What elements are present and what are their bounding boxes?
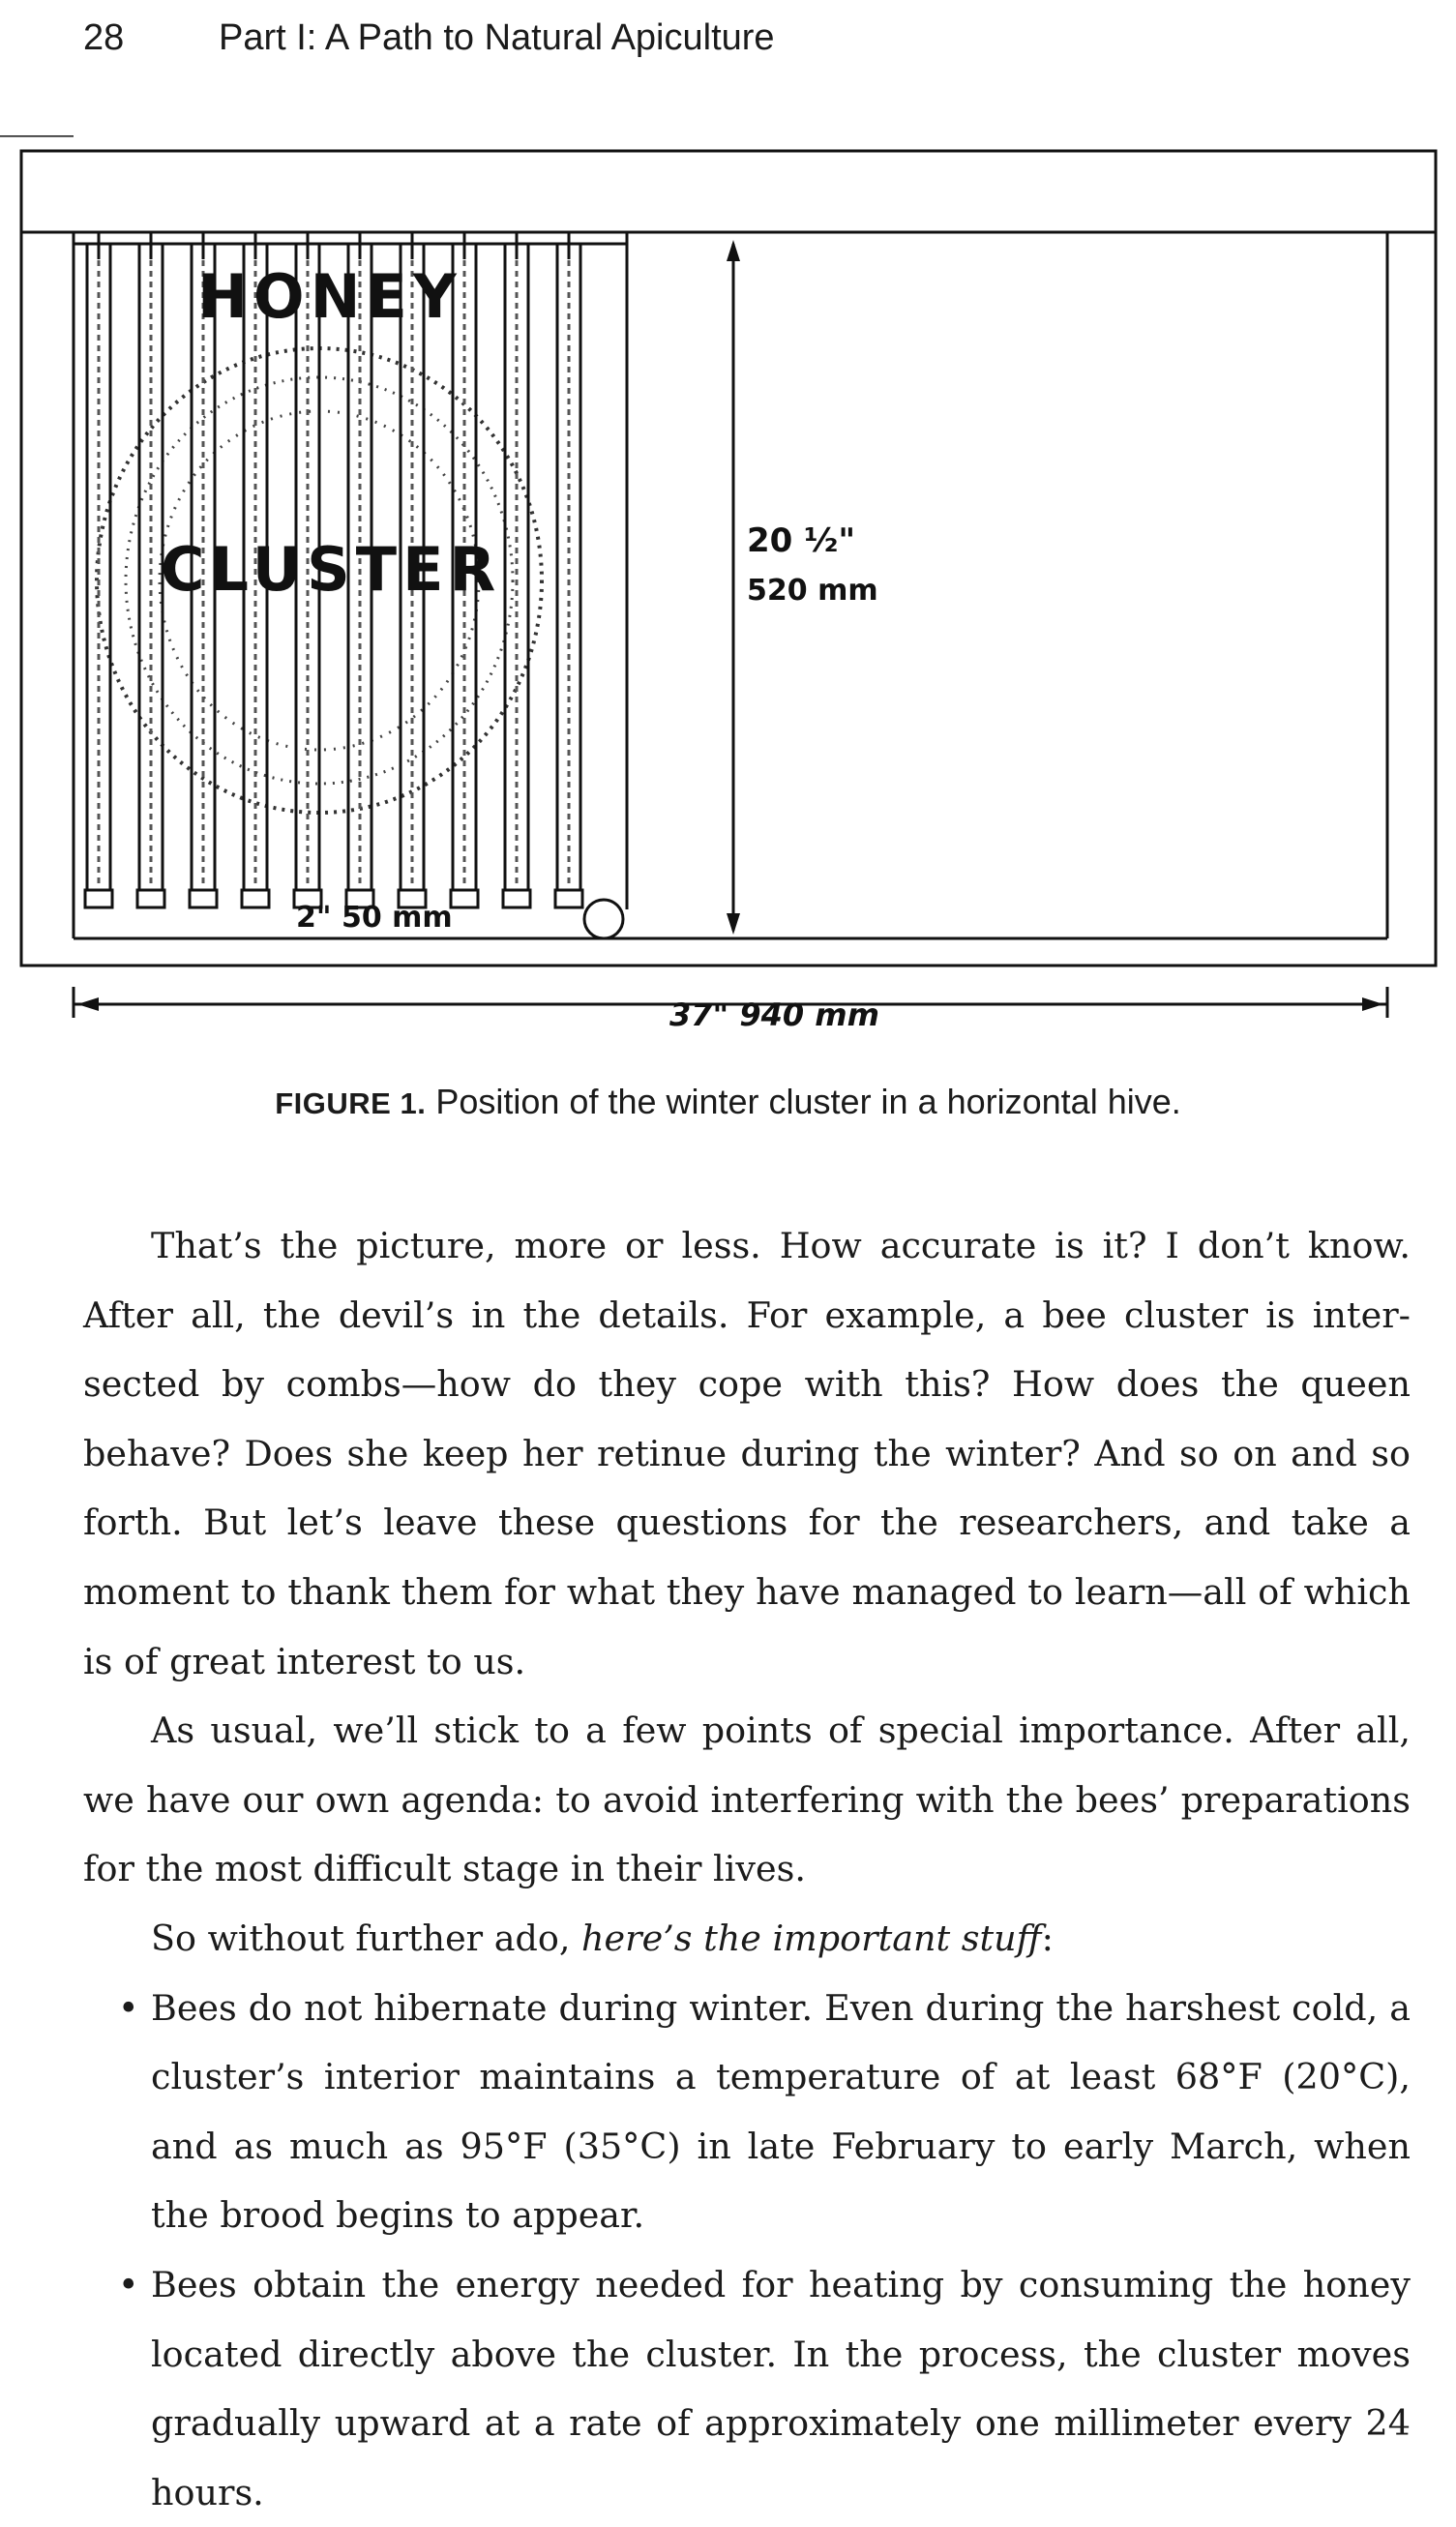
figure-caption — [0, 1082, 1456, 1122]
height-inches-label: 20 ½" — [747, 521, 856, 560]
paragraph-3-emphasis: here’s the important stuff — [581, 1917, 1042, 1959]
comb-frame-foot — [85, 890, 112, 907]
body-text — [83, 1211, 1411, 2527]
entrance-plug — [584, 900, 623, 938]
paragraph-3-end: : — [1041, 1917, 1054, 1959]
running-head — [83, 14, 1373, 62]
caption-label: FIGURE 1. — [275, 1086, 427, 1120]
comb-frame-foot — [137, 890, 164, 907]
page-number: 28 — [83, 16, 125, 58]
gap-label: 2" 50 mm — [296, 901, 453, 935]
paragraph-3 — [83, 1904, 1411, 1974]
comb-frame-foot — [451, 890, 478, 907]
height-mm-label: 520 mm — [747, 574, 878, 608]
bullet-item-1: • Bees do not hibernate during winter. Even during the harshest cold, a cluster’s interior maintains a temperature of at least 68°F (20°C), and as much as 95°F (35°C) in late February to early March, when the brood begins to appear. — [83, 1974, 1411, 2250]
figure-hive-diagram — [0, 135, 1456, 1064]
comb-frame-foot — [190, 890, 217, 907]
cluster-label: CLUSTER — [161, 534, 502, 605]
running-title: Part I: A Path to Natural Apiculture — [219, 16, 775, 58]
honey-label: HONEY — [197, 261, 462, 332]
comb-frame-foot — [503, 890, 530, 907]
width-label: 37" 940 mm — [669, 996, 879, 1033]
bullet-list — [83, 1974, 1411, 2527]
comb-frame-foot — [242, 890, 269, 907]
bullet-item-2: • Bees obtain the energy needed for heating by consuming the honey located directly above the cluster. In the process, the cluster moves gradually upward at a rate of approximately one millimeter every 24 hours. — [83, 2250, 1411, 2527]
height-dimension — [727, 240, 740, 935]
comb-frame-foot — [555, 890, 582, 907]
paragraph-1: That’s the picture, more or less. How accurate is it? I don’t know. After all, the devil’s in the details. For example, a bee cluster is intersected by combs—how do they cope with this? How does the queen behave? Does she keep her retinue during the winter? And so on and so forth. But let’s leave these questions for the researchers, and take a moment to thank them for what they have managed to learn—all of which is of great interest to us. — [83, 1225, 1411, 1682]
paragraph-3-lead: So without further ado, — [151, 1917, 582, 1959]
caption-text: Position of the winter cluster in a horizontal hive. — [426, 1082, 1181, 1121]
hive-diagram-svg — [0, 135, 1456, 1064]
paragraph-2: As usual, we’ll stick to a few points of special importance. After all, we have our own agenda: to avoid interfering with the bees’ preparations for the most difficult stage in their lives. — [83, 1709, 1411, 1890]
